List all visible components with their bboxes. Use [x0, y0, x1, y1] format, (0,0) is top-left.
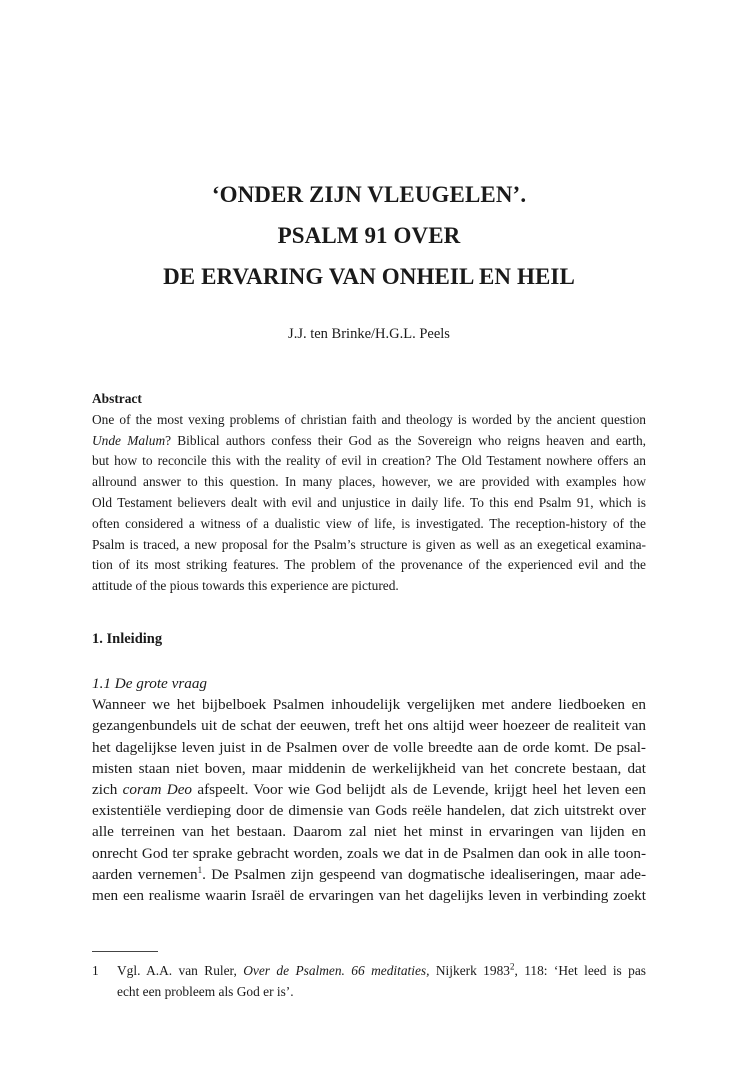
title-line: ‘ONDER ZIJN VLEUGELEN’. — [211, 182, 527, 207]
abstract — [92, 389, 646, 597]
article-title — [0, 174, 738, 297]
section-heading: 1. Inleiding — [92, 631, 163, 647]
abstract-line: but how to reconcile this with the reality of evil in creation? The Old Testament nowhere offers an — [92, 453, 646, 469]
body-line: Wanneer we het bijbelboek Psalmen inhoudelijk vergelijken met andere liedboeken en — [92, 696, 646, 714]
title-line: PSALM 91 OVER — [277, 223, 461, 248]
body-line: zich coram Deo afspeelt. Voor wie God belijdt als de Levende, krijgt heel het leven een — [92, 781, 646, 799]
abstract-line: tion of its most striking features. The problem of the provenance of the experienced evil and the — [92, 557, 646, 573]
body-line: misten staan niet boven, maar middenin de werkelijkheid van het concrete bestaan, dat — [92, 759, 646, 777]
subsection-title: 1.1 De grote vraag — [92, 675, 208, 692]
footnote-reference[interactable]: 1 — [197, 864, 203, 875]
body-line: het dagelijkse leven juist in de Psalmen over de volle breedte aan de orde komt. De psal- — [92, 738, 646, 756]
title-line: DE ERVARING VAN ONHEIL EN HEIL — [163, 264, 575, 289]
abstract-line: Unde Malum? Biblical authors confess their God as the Sovereign who reigns heaven and earth, — [92, 432, 646, 448]
footnote — [92, 961, 646, 1002]
body-line: onrecht God ter sprake gebracht worden, zoals we dat in de Psalmen dan ook in alle toon- — [92, 844, 646, 862]
body-line: alle terreinen van het bestaan. Daarom zal niet het minst in ervaringen van lijden en — [92, 823, 646, 841]
body-italic-phrase: coram Deo — [122, 781, 193, 799]
footnote-number: 1 — [92, 963, 99, 978]
abstract-heading: Abstract — [92, 391, 142, 406]
body-line: men een realisme waarin Israël de ervaringen van het dagelijks leven in verbinding zoekt — [92, 887, 646, 905]
body-line: gezangenbundels uit de schat der eeuwen, treft het ons altijd weer hoezeer de realiteit van — [92, 717, 646, 735]
body-line: existentiële verdieping door de dimensie van Gods reële handelen, dat zich uitstrekt over — [92, 802, 646, 820]
abstract-line: attitude of the pious towards this experience are pictured. — [92, 578, 399, 594]
abstract-line: Old Testament believers dealt with evil and unjustice in daily life. To this end Psalm 91, which is — [92, 494, 646, 510]
footnote-divider — [92, 951, 158, 952]
body-text — [92, 673, 646, 906]
abstract-line: often considered a witness of a dualistic view of life, is investigated. The reception-history of the — [92, 515, 646, 531]
abstract-line: Psalm is traced, a new proposal for the Psalm’s structure is given as well as an exegetical examina- — [92, 536, 646, 552]
footnote-text — [117, 961, 646, 1002]
footnote-line: echt een probleem als God er is’. — [117, 983, 294, 999]
body-line: aarden vernemen$^1$. De Psalmen zijn gespeend van dogmatische idealiseringen, maar ade- — [92, 864, 646, 883]
abstract-line: One of the most vexing problems of christian faith and theology is worded by the ancient question — [92, 411, 646, 427]
footnote-book-title: Over de Psalmen. 66 meditaties, — [243, 963, 430, 978]
edition-superscript: 2 — [509, 961, 515, 972]
author-names: J.J. ten Brinke/H.G.L. Peels — [288, 326, 450, 342]
footnote-line: Vgl. A.A. van Ruler, Over de Psalmen. 66 meditaties, Nijkerk 1983$^2$, 118: ‘Het leed is pas — [117, 961, 646, 978]
abstract-italic-phrase: Unde Malum — [92, 432, 166, 448]
abstract-line: allround answer to this question. In many places, however, we are provided with examples how — [92, 474, 646, 490]
